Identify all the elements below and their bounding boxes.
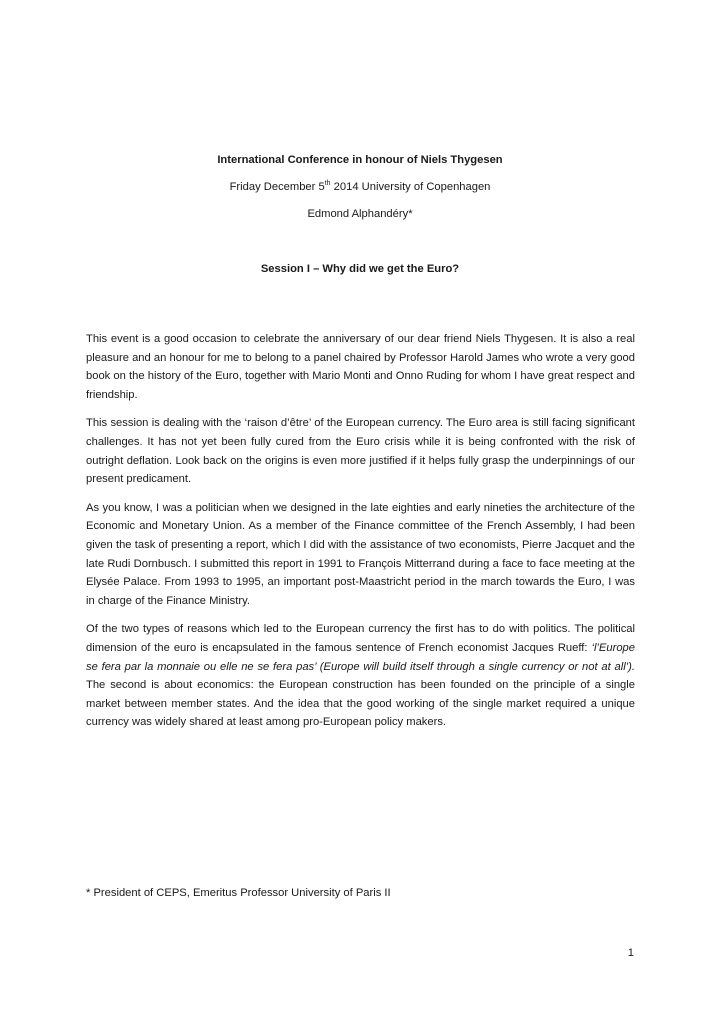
paragraph-2: This session is dealing with the ‘raison d’être’ of the European currency. The Euro area is still facing significant challenges. It has not yet been fully cured from the Euro crisis while it is being confronted with the risk of outright deflation. Look back on the origins is even more justified if it helps fully grasp the underpinnings of our present predicament. bbox=[86, 417, 635, 486]
page-number: 1 bbox=[627, 947, 634, 959]
author-name: Edmond Alphandéry* bbox=[307, 208, 413, 220]
date-superscript: th bbox=[324, 180, 331, 187]
date-prefix: Friday December 5 bbox=[229, 181, 325, 193]
body-text bbox=[86, 330, 635, 742]
footnote: * President of CEPS, Emeritus Professor University of Paris II bbox=[86, 887, 391, 899]
session-heading: Session I – Why did we get the Euro? bbox=[260, 263, 460, 275]
conference-date bbox=[0, 180, 720, 194]
paragraph-4 bbox=[86, 620, 635, 732]
paragraph-4-start: Of the two types of reasons which led to the European currency the first has to do with politics. The political dimension of the euro is encapsulated in the famous sentence of French economist Jacques Rueff: bbox=[86, 623, 635, 654]
conference-title: International Conference in honour of Niels Thygesen bbox=[217, 154, 503, 166]
paragraph-1: This event is a good occasion to celebrate the anniversary of our dear friend Niels Thygesen. It is also a real pleasure and an honour for me to belong to a panel chaired by Professor Harold James who wrote a very good book on the history of the Euro, together with Mario Monti and Onno Ruding for whom I have great respect and friendship. bbox=[86, 333, 635, 401]
rueff-quote: ‘l’Europe se fera par la monnaie ou elle ne se fera pas’ (Europe will build itself through a single currency or not at all’). bbox=[86, 641, 635, 673]
paragraph-3: As you know, I was a politician when we designed in the late eighties and early nineties the architecture of the Economic and Monetary Union. As a member of the Finance committee of the French Assembly, I had been given the task of presenting a report, which I did with the assistance of two economists, Pierre Jacquet and the late Rudi Dornbusch. I submitted this report in 1991 to François Mitterrand during a face to face meeting at the Elysée Palace. From 1993 to 1995, an important post-Maastricht period in the march towards the Euro, I was in charge of the Finance Ministry. bbox=[86, 501, 635, 607]
date-suffix: 2014 University of Copenhagen bbox=[330, 181, 491, 193]
paragraph-4-end: The second is about economics: the European construction has been founded on the principle of a single market between member states. And the idea that the good working of the single market required a unique currency was widely shared at least among pro-European policy makers. bbox=[86, 679, 635, 729]
